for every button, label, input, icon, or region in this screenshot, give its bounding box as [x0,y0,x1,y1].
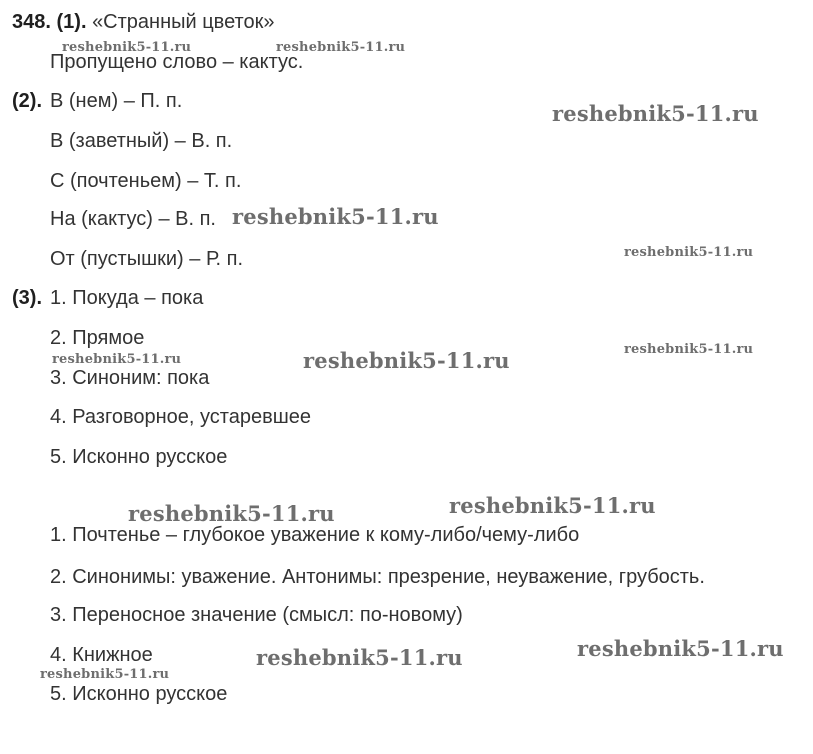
section4-item: 4. Книжное [50,644,153,666]
section4-item: 5. Исконно русское [50,683,228,705]
section3-item: 4. Разговорное, устаревшее [50,406,312,428]
watermark: reshebnik5-11.ru [128,501,335,526]
watermark: reshebnik5-11.ru [624,245,754,260]
exercise-number: 348. [12,11,51,33]
section1-text: Пропущено слово – кактус. [50,51,304,73]
section2-item: На (кактус) – В. п. [50,208,216,230]
section2-item: В (нем) – П. п. [50,90,183,112]
section3-item: 1. Покуда – пока [50,287,204,309]
watermark: reshebnik5-11.ru [577,636,784,661]
watermark: reshebnik5-11.ru [40,667,170,682]
watermark: reshebnik5-11.ru [256,645,463,670]
section3-item: 3. Синоним: пока [50,367,210,389]
part-label-3: (3). [12,287,42,309]
section4-item: 2. Синонимы: уважение. Антонимы: презрение, неуважение, грубость. [50,566,705,588]
watermark: reshebnik5-11.ru [52,352,182,367]
part-label-1: (1). [56,11,87,33]
section4-item: 3. Переносное значение (смысл: по-новому) [50,604,463,626]
watermark: reshebnik5-11.ru [62,40,192,55]
part-label-2: (2). [12,90,42,112]
section3-item: 2. Прямое [50,327,145,349]
watermark: reshebnik5-11.ru [449,493,656,518]
watermark: reshebnik5-11.ru [303,348,510,373]
watermark: reshebnik5-11.ru [552,101,759,126]
section2-item: В (заветный) – В. п. [50,130,233,152]
section4-item: 1. Почтенье – глубокое уважение к кому-либо/чему-либо [50,524,580,546]
exercise-header [12,10,274,34]
watermark: reshebnik5-11.ru [276,40,406,55]
exercise-title: «Странный цветок» [92,11,275,33]
section3-item: 5. Исконно русское [50,446,228,468]
section2-item: От (пустышки) – Р. п. [50,248,243,270]
watermark: reshebnik5-11.ru [624,342,754,357]
section2-item: С (почтеньем) – Т. п. [50,170,242,192]
watermark: reshebnik5-11.ru [232,204,439,229]
